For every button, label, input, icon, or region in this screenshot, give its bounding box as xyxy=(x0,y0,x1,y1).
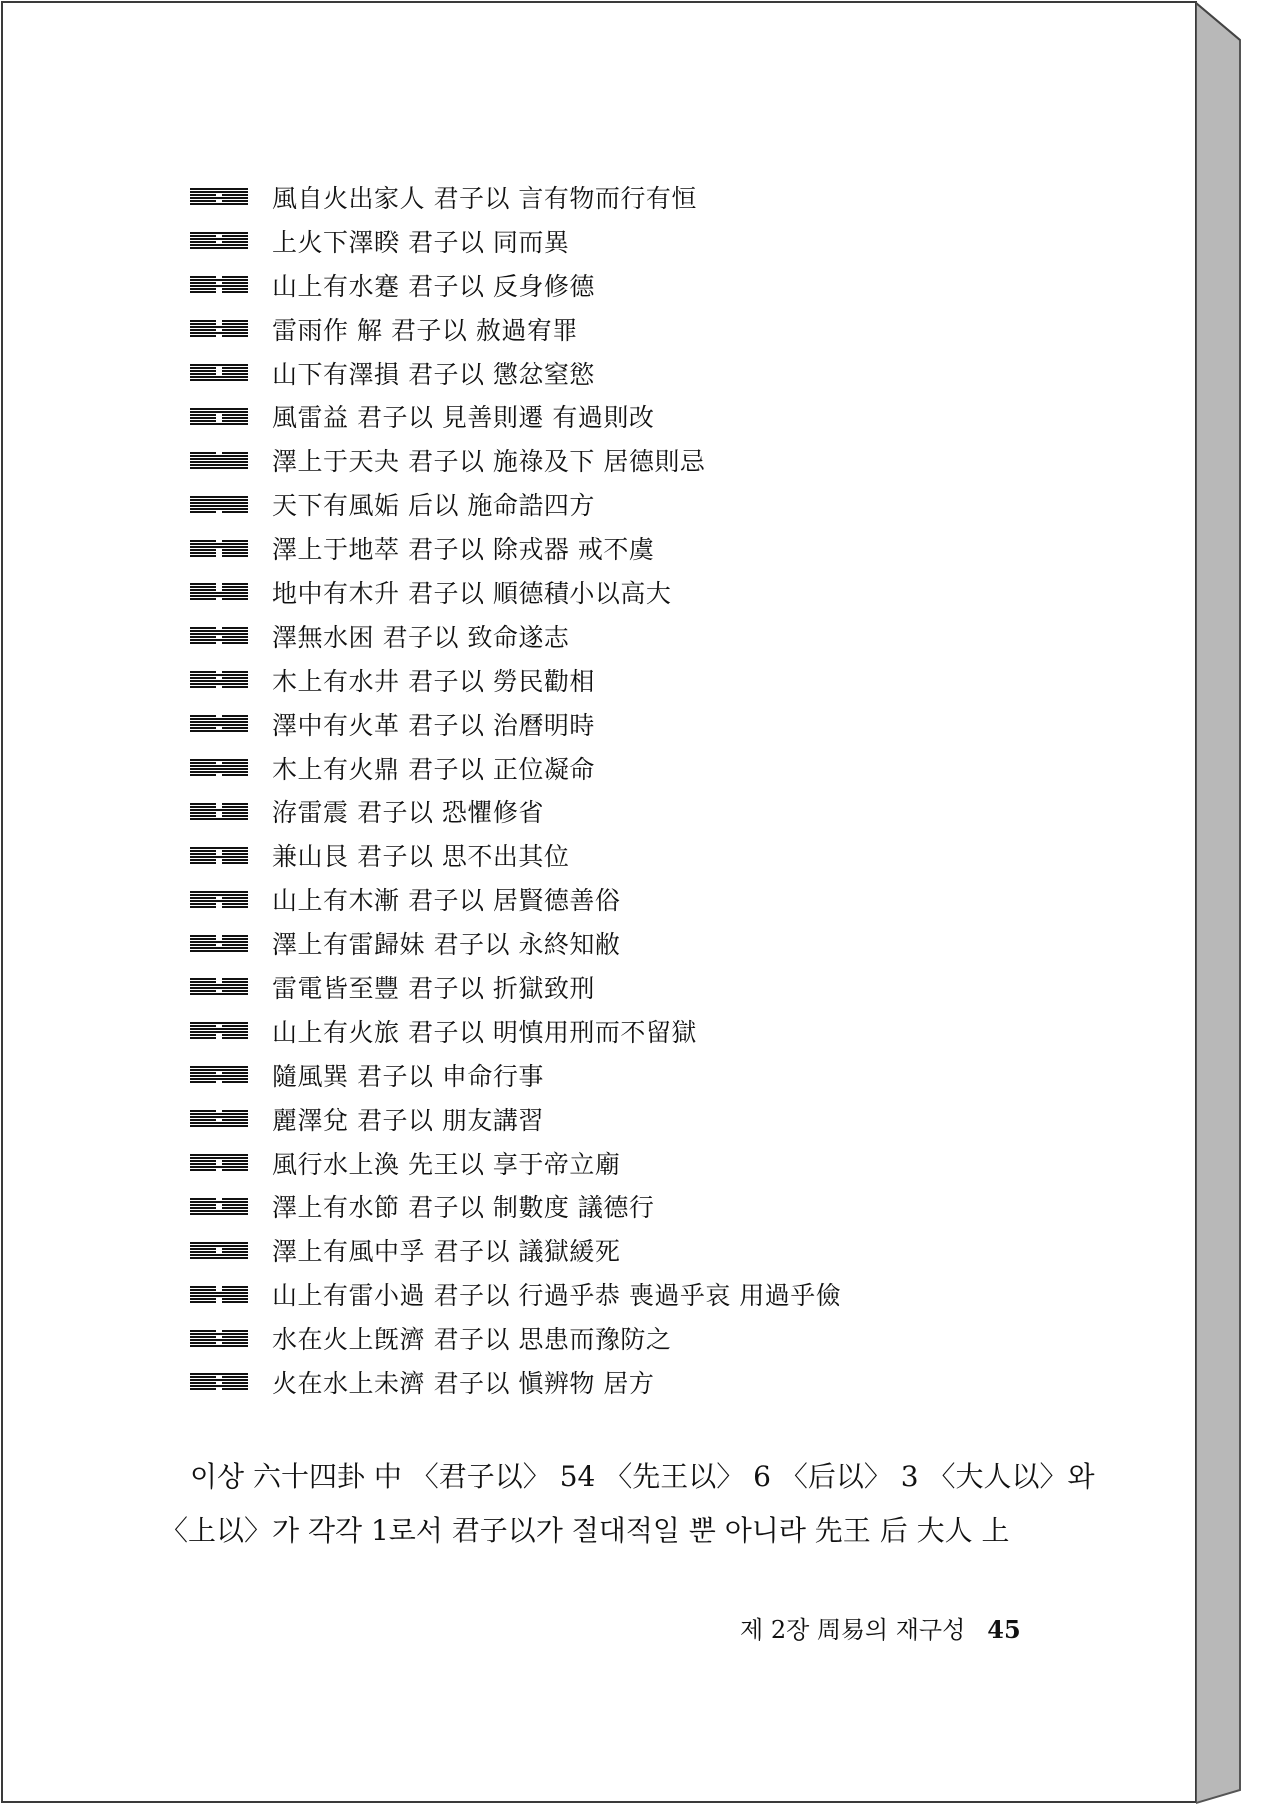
hexagram-text: 澤上有水節 君子以 制數度 議德行 xyxy=(272,1193,655,1223)
hexagram-row xyxy=(190,1228,1090,1272)
chapter-title: 제 2장 周易의 재구성 xyxy=(740,1616,966,1644)
hexagram-icon xyxy=(190,1198,248,1215)
hexagram-text: 雷電皆至豐 君子以 折獄致刑 xyxy=(272,973,595,1003)
hexagram-row xyxy=(190,1009,1090,1053)
hexagram-row xyxy=(190,833,1090,877)
hexagram-text: 風雷益 君子以 見善則遷 有過則改 xyxy=(272,403,655,433)
hexagram-text: 山上有火旅 君子以 明慎用刑而不留獄 xyxy=(272,1017,697,1047)
page-number: 45 xyxy=(987,1615,1021,1644)
hexagram-text: 山上有雷小過 君子以 行過乎恭 喪過乎哀 用過乎儉 xyxy=(272,1281,842,1311)
hexagram-row xyxy=(190,921,1090,965)
hexagram-icon xyxy=(190,627,248,644)
hexagram-row xyxy=(190,1272,1090,1316)
page-footer xyxy=(740,1610,1021,1645)
hexagram-row xyxy=(190,1097,1090,1141)
hexagram-row xyxy=(190,1184,1090,1228)
hexagram-row xyxy=(190,877,1090,921)
hexagram-row xyxy=(190,1053,1090,1097)
hexagram-icon xyxy=(190,803,248,820)
hexagram-row xyxy=(190,394,1090,438)
hexagram-row xyxy=(190,746,1090,790)
hexagram-row xyxy=(190,219,1090,263)
hexagram-row xyxy=(190,263,1090,307)
hexagram-text: 木上有水井 君子以 勞民勸相 xyxy=(272,666,595,696)
hexagram-icon xyxy=(190,847,248,864)
hexagram-icon xyxy=(190,364,248,381)
hexagram-text: 木上有火鼎 君子以 正位凝命 xyxy=(272,754,595,784)
hexagram-row xyxy=(190,351,1090,395)
hexagram-text: 水在火上旣濟 君子以 思患而豫防之 xyxy=(272,1325,672,1355)
hexagram-row xyxy=(190,175,1090,219)
hexagram-icon xyxy=(190,276,248,293)
hexagram-text: 澤上有雷歸妹 君子以 永終知敝 xyxy=(272,930,621,960)
hexagram-text: 山上有木漸 君子以 居賢德善俗 xyxy=(272,886,621,916)
hexagram-row xyxy=(190,702,1090,746)
hexagram-text: 澤上于地萃 君子以 除戎器 戒不虞 xyxy=(272,535,655,565)
hexagram-text: 雷雨作 解 君子以 赦過宥罪 xyxy=(272,315,578,345)
hexagram-text: 風行水上渙 先王以 享于帝立廟 xyxy=(272,1149,621,1179)
hexagram-row xyxy=(190,526,1090,570)
hexagram-row xyxy=(190,789,1090,833)
hexagram-row xyxy=(190,614,1090,658)
hexagram-icon xyxy=(190,1022,248,1039)
hexagram-row xyxy=(190,1316,1090,1360)
hexagram-text: 澤上于天夬 君子以 施祿及下 居德則忌 xyxy=(272,447,706,477)
page-edge-shadow xyxy=(1196,0,1282,1806)
hexagram-text: 山下有澤損 君子以 懲忿窒慾 xyxy=(272,359,595,389)
hexagram-row xyxy=(190,965,1090,1009)
hexagram-icon xyxy=(190,1154,248,1171)
hexagram-icon xyxy=(190,671,248,688)
hexagram-text: 上火下澤睽 君子以 同而異 xyxy=(272,227,570,257)
hexagram-row xyxy=(190,570,1090,614)
hexagram-text: 麗澤兌 君子以 朋友講習 xyxy=(272,1105,544,1135)
paragraph-line-1: 이상 六十四卦 中 〈君子以〉 54 〈先王以〉 6 〈后以〉 3 〈大人以〉와 xyxy=(190,1460,1095,1493)
hexagram-icon xyxy=(190,1242,248,1259)
hexagram-icon xyxy=(190,1110,248,1127)
hexagram-icon xyxy=(190,759,248,776)
hexagram-row xyxy=(190,307,1090,351)
hexagram-text: 澤中有火革 君子以 治曆明時 xyxy=(272,710,595,740)
hexagram-icon xyxy=(190,232,248,249)
hexagram-icon xyxy=(190,452,248,469)
summary-paragraph xyxy=(160,1450,1095,1558)
hexagram-row xyxy=(190,1360,1090,1404)
hexagram-text: 天下有風姤 后以 施命誥四方 xyxy=(272,491,595,521)
hexagram-text: 地中有木升 君子以 順德積小以高大 xyxy=(272,578,672,608)
hexagram-list-section xyxy=(190,175,1090,1404)
paragraph-line-2: 〈上以〉가 각각 1로서 君子以가 절대적일 뿐 아니라 先王 后 大人 上 xyxy=(160,1514,1010,1547)
hexagram-icon xyxy=(190,1373,248,1390)
hexagram-icon xyxy=(190,1066,248,1083)
hexagram-icon xyxy=(190,408,248,425)
hexagram-icon xyxy=(190,935,248,952)
hexagram-text: 洊雷震 君子以 恐懼修省 xyxy=(272,798,544,828)
hexagram-text: 山上有水蹇 君子以 反身修德 xyxy=(272,271,595,301)
hexagram-icon xyxy=(190,1286,248,1303)
hexagram-text: 隨風巽 君子以 申命行事 xyxy=(272,1061,544,1091)
hexagram-list xyxy=(190,175,1090,1404)
hexagram-row xyxy=(190,1141,1090,1185)
hexagram-text: 澤上有風中孚 君子以 議獄緩死 xyxy=(272,1237,621,1267)
hexagram-icon xyxy=(190,715,248,732)
hexagram-icon xyxy=(190,496,248,513)
hexagram-icon xyxy=(190,891,248,908)
hexagram-row xyxy=(190,482,1090,526)
hexagram-text: 兼山艮 君子以 思不出其位 xyxy=(272,842,570,872)
hexagram-row xyxy=(190,438,1090,482)
hexagram-icon xyxy=(190,320,248,337)
hexagram-icon xyxy=(190,540,248,557)
hexagram-row xyxy=(190,658,1090,702)
hexagram-text: 風自火出家人 君子以 言有物而行有恒 xyxy=(272,183,697,213)
hexagram-icon xyxy=(190,978,248,995)
hexagram-text: 澤無水困 君子以 致命遂志 xyxy=(272,622,570,652)
hexagram-icon xyxy=(190,188,248,205)
hexagram-text: 火在水上未濟 君子以 愼辨物 居方 xyxy=(272,1368,655,1398)
hexagram-icon xyxy=(190,1330,248,1347)
hexagram-icon xyxy=(190,583,248,600)
